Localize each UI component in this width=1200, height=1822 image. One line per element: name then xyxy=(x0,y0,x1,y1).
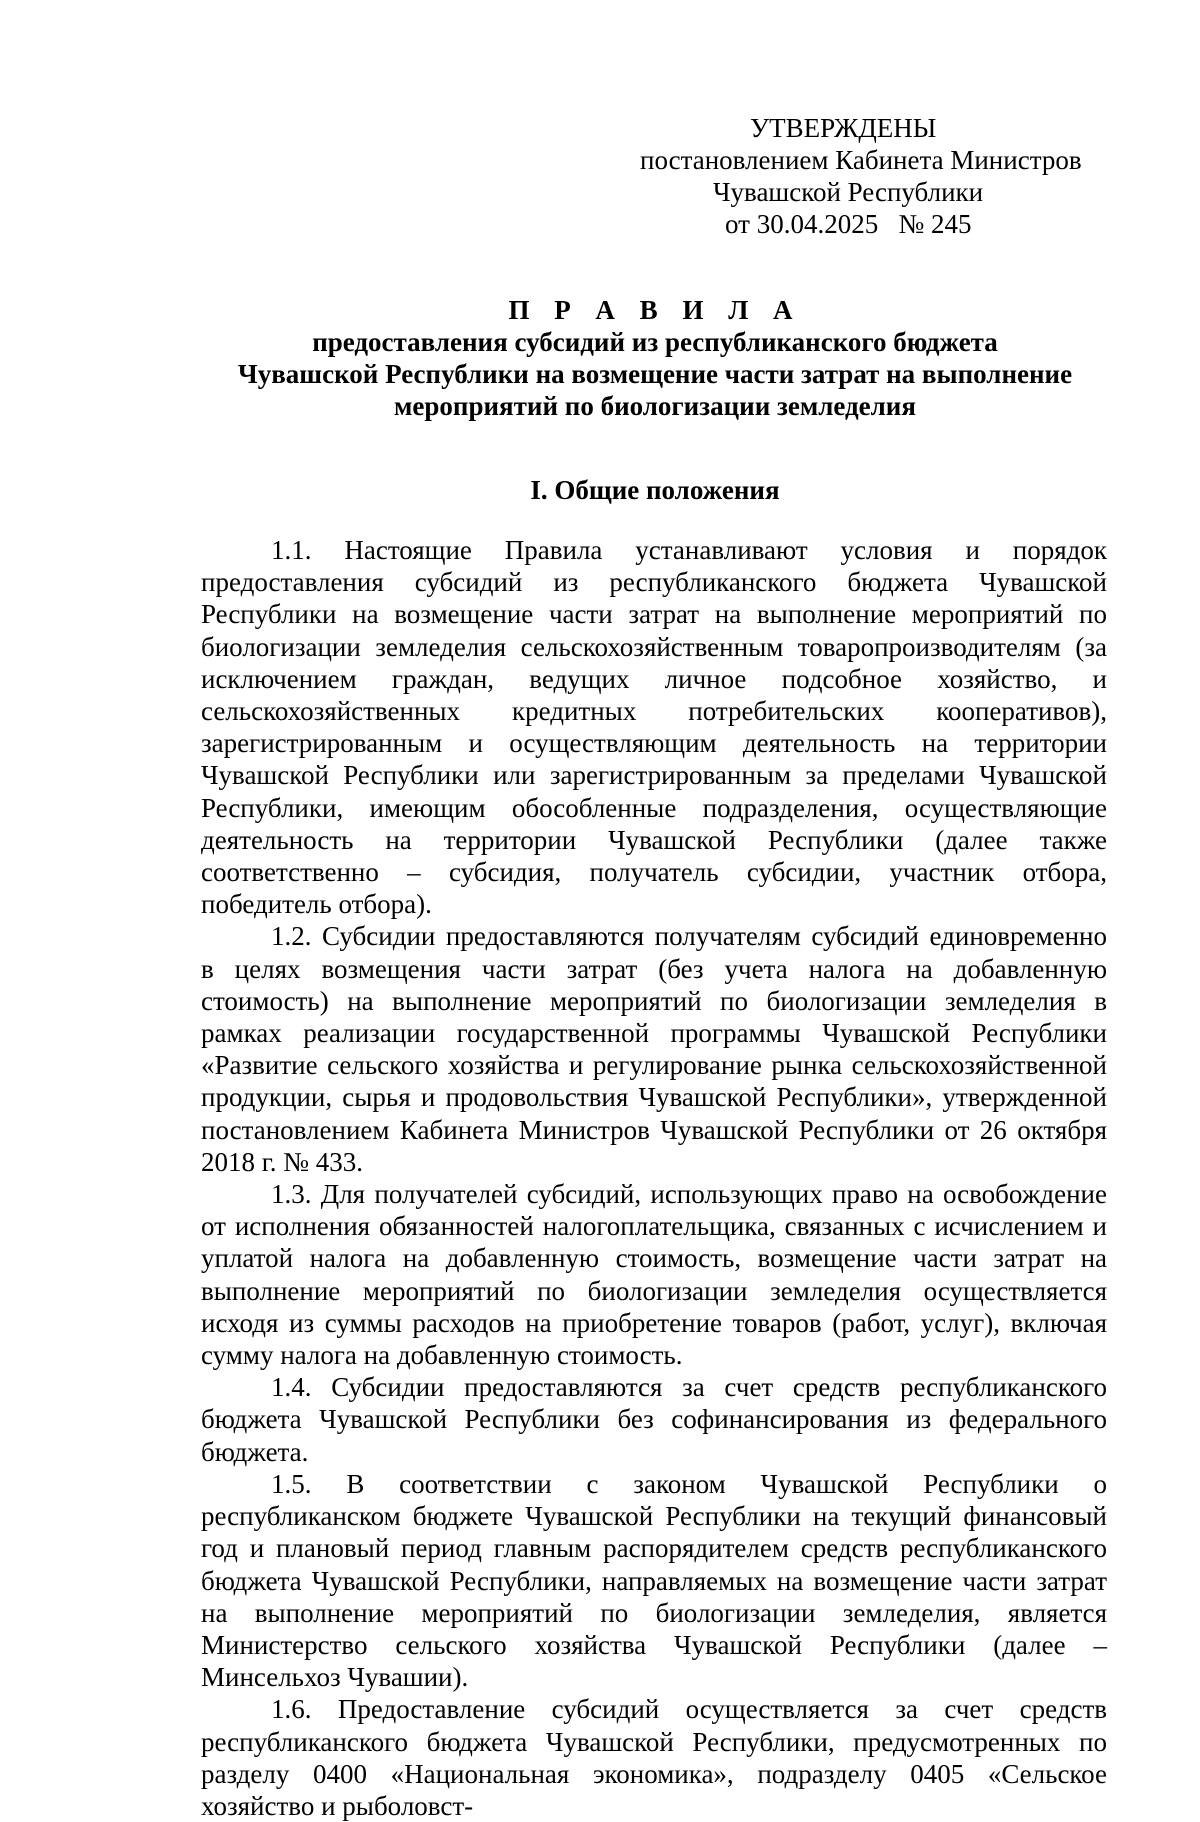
paragraph-1-4: 1.4. Субсидии предоставляются за счет средств республиканского бюджета Чувашской Республики без софинансирования из федерального бюджета. xyxy=(201,1372,1107,1467)
approval-republic: Чувашской Республики xyxy=(713,177,984,207)
approval-authority: постановлением Кабинета Министров xyxy=(640,145,1082,175)
document-title xyxy=(200,294,1110,422)
approval-label: УТВЕРЖДЕНЫ xyxy=(750,113,937,143)
approval-date-number: от 30.04.2025 № 245 xyxy=(725,209,972,239)
title-subtitle-line3: мероприятий по биологизации земледелия xyxy=(394,391,916,421)
document-body xyxy=(201,534,1107,1822)
title-subtitle-line1: предоставления субсидий из республиканского бюджета xyxy=(312,327,998,357)
paragraph-1-5: 1.5. В соответствии с законом Чувашской Республики о республиканском бюджете Чувашской Республики на текущий финансовый год и плановый период главным распорядителем средств республиканского бюджета Чувашской Республики, направляемых на возмещение части затрат на выполнение мероприятий по биологизации земледелия, является Министерство сельского хозяйства Чувашской Республики (далее – Минсельхоз Чувашии). xyxy=(201,1468,1107,1693)
section-heading: I. Общие положения xyxy=(530,475,780,505)
paragraph-1-6: 1.6. Предоставление субсидий осуществляется за счет средств республиканского бюджета Чувашской Республики, предусмотренных по разделу 0400 «Национальная экономика», подразделу 0405 «Сельское хозяйство и рыболовст- xyxy=(201,1694,1107,1821)
approval-stamp xyxy=(640,112,1120,240)
paragraph-1-1: 1.1. Настоящие Правила устанавливают условия и порядок предоставления субсидий из республиканского бюджета Чувашской Республики на возмещение части затрат на выполнение мероприятий по биологизации земледелия сельскохозяйственным товаропроизводителям (за исключением граждан, ведущих личное подсобное хозяйство, и сельскохозяйственных кредитных потребительских кооперативов), зарегистрированным и осуществляющим деятельность на территории Чувашской Республики или зарегистрированным за пределами Чувашской Республики, имеющим обособленные подразделения, осуществляющие деятельность на территории Чувашской Республики (далее также соответственно – субсидия, получатель субсидии, участник отбора, победитель отбора). xyxy=(201,535,1107,920)
paragraph-1-2: 1.2. Субсидии предоставляются получателям субсидий единовременно в целях возмещения части затрат (без учета налога на добавленную стоимость) на выполнение мероприятий по биологизации земледелия в рамках реализации государственной программы Чувашской Республики «Развитие сельского хозяйства и регулирование рынка сельскохозяйственной продукции, сырья и продовольствия Чувашской Республики», утвержденной постановлением Кабинета Министров Чувашской Республики от 26 октября 2018 г. № 433. xyxy=(201,921,1107,1177)
paragraph-1-3: 1.3. Для получателей субсидий, использующих право на освобождение от исполнения обязанностей налогоплательщика, связанных с исчислением и уплатой налога на добавленную стоимость, возмещение части затрат на выполнение мероприятий по биологизации земледелия осуществляется исходя из суммы расходов на приобретение товаров (работ, услуг), включая сумму налога на добавленную стоимость. xyxy=(201,1179,1107,1371)
title-subtitle-line2: Чувашской Республики на возмещение части затрат на выполнение xyxy=(237,359,1073,389)
title-main: П Р А В И Л А xyxy=(508,295,802,325)
